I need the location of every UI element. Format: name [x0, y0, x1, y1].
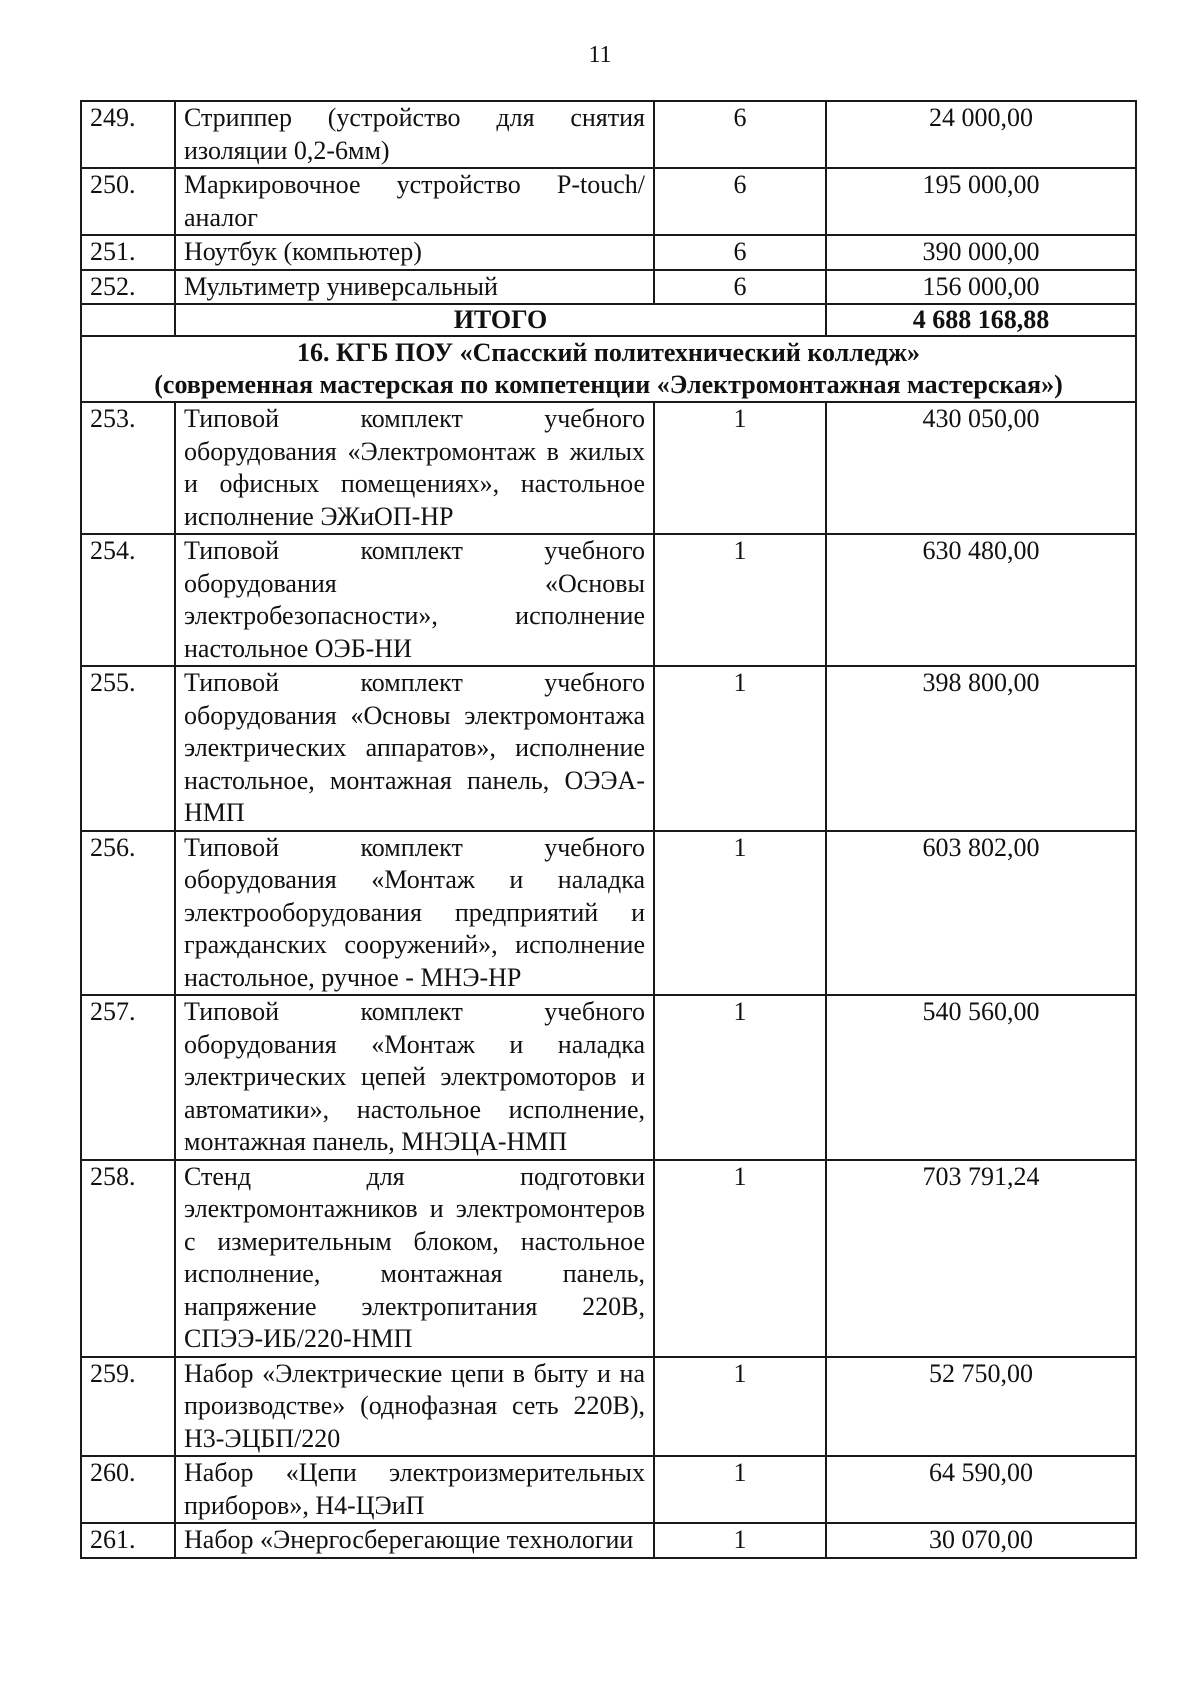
- item-quantity: 1: [654, 995, 826, 1160]
- item-quantity: 1: [654, 1456, 826, 1523]
- row-number: 250.: [81, 168, 175, 235]
- section-header-row: [81, 336, 1136, 402]
- item-quantity: 1: [654, 402, 826, 534]
- table-row: [81, 101, 1136, 168]
- total-value: 4 688 168,88: [826, 304, 1136, 336]
- table-row: [81, 402, 1136, 534]
- item-price: 540 560,00: [826, 995, 1136, 1160]
- item-price: 430 050,00: [826, 402, 1136, 534]
- item-name: Набор «Электрические цепи в быту и на производстве» (однофазная сеть 220В), Н3-ЭЦБП/220: [175, 1357, 654, 1457]
- item-quantity: 1: [654, 666, 826, 831]
- item-quantity: 1: [654, 1523, 826, 1558]
- row-number: 253.: [81, 402, 175, 534]
- total-empty-cell: [81, 304, 175, 336]
- row-number: 252.: [81, 270, 175, 305]
- item-price: 390 000,00: [826, 235, 1136, 270]
- row-number: 256.: [81, 831, 175, 996]
- row-number: 261.: [81, 1523, 175, 1558]
- item-name: Ноутбук (компьютер): [175, 235, 654, 270]
- table-row: [81, 270, 1136, 305]
- item-price: 30 070,00: [826, 1523, 1136, 1558]
- item-quantity: 6: [654, 270, 826, 305]
- row-number: 259.: [81, 1357, 175, 1457]
- item-name: Типовой комплект учебного оборудования «Основы электробезопасности», исполнение настольное ОЭБ-НИ: [175, 534, 654, 666]
- section-header: [81, 336, 1136, 402]
- item-price: 52 750,00: [826, 1357, 1136, 1457]
- item-price: 64 590,00: [826, 1456, 1136, 1523]
- item-price: 398 800,00: [826, 666, 1136, 831]
- page-number: 11: [588, 42, 612, 68]
- total-row: [81, 304, 1136, 336]
- table-row: [81, 1523, 1136, 1558]
- item-quantity: 1: [654, 534, 826, 666]
- table-row: [81, 831, 1136, 996]
- table-row: [81, 1456, 1136, 1523]
- item-quantity: 1: [654, 1357, 826, 1457]
- row-number: 255.: [81, 666, 175, 831]
- item-name: Стенд для подготовки электромонтажников и электромонтеров с измерительным блоком, настольное исполнение, монтажная панель, напряжение электропитания 220В, СПЭЭ-ИБ/220-НМП: [175, 1160, 654, 1357]
- section-subtitle: (современная мастерская по компетенции «Электромонтажная мастерская»): [154, 370, 1063, 399]
- item-quantity: 6: [654, 235, 826, 270]
- table-row: [81, 995, 1136, 1160]
- table-row: [81, 1160, 1136, 1357]
- row-number: 251.: [81, 235, 175, 270]
- table-row: [81, 534, 1136, 666]
- item-price: 630 480,00: [826, 534, 1136, 666]
- item-name: Маркировочное устройство P-touch/ аналог: [175, 168, 654, 235]
- item-quantity: 6: [654, 101, 826, 168]
- item-price: 703 791,24: [826, 1160, 1136, 1357]
- item-price: 195 000,00: [826, 168, 1136, 235]
- item-quantity: 6: [654, 168, 826, 235]
- row-number: 260.: [81, 1456, 175, 1523]
- item-name: Типовой комплект учебного оборудования «Основы электромонтажа электрических аппаратов», исполнение настольное, монтажная панель, ОЭЭА-НМП: [175, 666, 654, 831]
- table-row: [81, 168, 1136, 235]
- row-number: 257.: [81, 995, 175, 1160]
- table-row: [81, 1357, 1136, 1457]
- equipment-table: [80, 100, 1137, 1559]
- row-number: 249.: [81, 101, 175, 168]
- item-price: 603 802,00: [826, 831, 1136, 996]
- item-name: Типовой комплект учебного оборудования «Электромонтаж в жилых и офисных помещениях», настольное исполнение ЭЖиОП-НР: [175, 402, 654, 534]
- total-label: ИТОГО: [175, 304, 826, 336]
- item-name: Мультиметр универсальный: [175, 270, 654, 305]
- table-row: [81, 666, 1136, 831]
- row-number: 258.: [81, 1160, 175, 1357]
- item-name: Стриппер (устройство для снятия изоляции 0,2-6мм): [175, 101, 654, 168]
- table-row: [81, 235, 1136, 270]
- item-name: Набор «Цепи электроизмерительных приборов», Н4-ЦЭиП: [175, 1456, 654, 1523]
- item-quantity: 1: [654, 831, 826, 996]
- section-title: 16. КГБ ПОУ «Спасский политехнический колледж»: [296, 338, 921, 367]
- item-price: 156 000,00: [826, 270, 1136, 305]
- item-price: 24 000,00: [826, 101, 1136, 168]
- row-number: 254.: [81, 534, 175, 666]
- item-name: Набор «Энергосберегающие технологии: [175, 1523, 654, 1558]
- item-name: Типовой комплект учебного оборудования «Монтаж и наладка электрооборудования предприятий и гражданских сооружений», исполнение настольное, ручное - МНЭ-НР: [175, 831, 654, 996]
- item-quantity: 1: [654, 1160, 826, 1357]
- item-name: Типовой комплект учебного оборудования «Монтаж и наладка электрических цепей электромоторов и автоматики», настольное исполнение, монтажная панель, МНЭЦА-НМП: [175, 995, 654, 1160]
